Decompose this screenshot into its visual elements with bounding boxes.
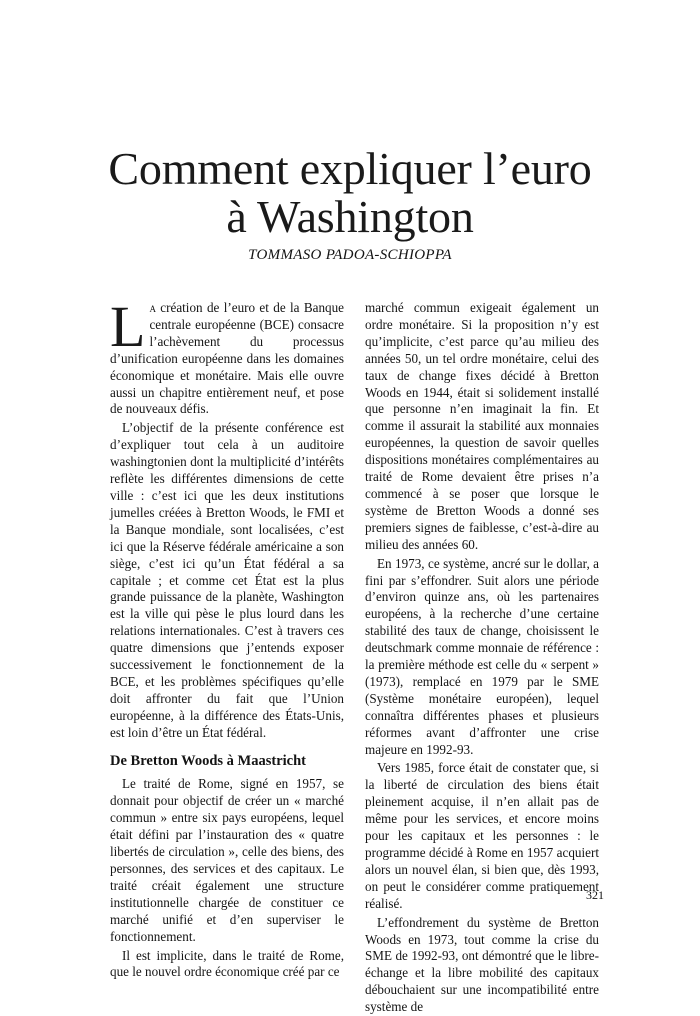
- intro-small-caps: a: [149, 300, 156, 315]
- article-title-line-2: à Washington: [226, 191, 474, 242]
- left-column: [110, 294, 344, 981]
- section-heading: De Bretton Woods à Maastricht: [110, 752, 307, 769]
- intro-text: création de l’euro et de la Banque centrale européenne (BCE) consacre l’achèvement du processus d’unification européenne dans les domaines économique et monétaire. Mais elle ouvre aussi un chapitre entièrement neuf, et pose de nouveaux défis.: [110, 300, 344, 417]
- drop-cap: L: [110, 294, 146, 359]
- right-column: [365, 300, 599, 1016]
- body-paragraph: Il est implicite, dans le traité de Rome, que le nouvel ordre économique créé par ce: [110, 947, 344, 980]
- article-author: TOMMASO PADOA-SCHIOPPA: [248, 247, 452, 263]
- body-paragraph: En 1973, ce système, ancré sur le dollar, a fini par s’effondrer. Suit alors une période d’environ quinze ans, où les partenaires européens, à la recherche d’une certaine stabilité des taux de change, choisissent le deutschmark comme monnaie de référence : la première méthode est celle du « serpent » (1973), remplacé en 1979 par le SME (Système monétaire européen), lequel connaîtra différentes phases et plusieurs réformes avant d’affronter une crise majeure en 1992-93.: [365, 555, 599, 757]
- article-title-line-1: Comment expliquer l’euro: [108, 143, 592, 194]
- body-paragraph: Vers 1985, force était de constater que, si la liberté de circulation des biens était pleinement acquise, il n’en allait pas de même pour les services, et encore moins pour les capitaux et les personnes : le programme décidé à Rome en 1957 acquiert alors un nouvel élan, si bien que, dès 1993, on peut le considérer comme pratiquement réalisé.: [365, 760, 599, 911]
- body-paragraph: marché commun exigeait également un ordre monétaire. Si la proposition n’y est qu’implicite, c’est parce qu’au milieu des années 50, un tel ordre monétaire, celui des taux de change fixes décidé à Bretton Woods en 1944, était si solidement installé que personne n’en imaginait la fin. Et comme il assurait la stabilité aux monnaies européennes, la question de savoir quelles dispositions monétaires complémentaires au traité de Rome devaient être prises n’a commencé à se poser que lorsque le système de Bretton Woods a donné ses premiers signes de faiblesse, c’est-à-dire au milieu des années 60.: [365, 300, 599, 552]
- intro-paragraph: [110, 294, 344, 418]
- body-paragraph: L’effondrement du système de Bretton Woods en 1973, tout comme la crise du SME de 1992-93, ont démontré que le libre-échange et la libre mobilité des capitaux débouchaient sur une incompatibilité entre système de: [365, 914, 599, 1015]
- body-paragraph: Le traité de Rome, signé en 1957, se donnait pour objectif de créer un « marché commun » entre six pays européens, lequel était défini par l’instauration des « quatre libertés de circulation », celle des biens, des personnes, des services et des capitaux. Le traité créait également une structure institutionnelle chargée de constituer ce marché unifié et d’en superviser le fonctionnement.: [110, 776, 344, 944]
- body-paragraph: L’objectif de la présente conférence est d’expliquer tout cela à un auditoire washingtonien dont la multiplicité d’intérêts reflète les différentes dimensions de cette ville : c’est ici que les deux institutions jumelles créées à Bretton Woods, le FMI et la Banque mondiale, sont localisées, c’est ici que la Réserve fédérale américaine a son siège, c’est ici qu’un État fédéral a sa capitale ; et comme cet État est la plus grande puissance de la planète, Washington est la ville qui pèse le plus lourd dans les relations internationales. C’est à travers ces quatre dimensions que j’entends exposer successivement le fonctionnement de la BCE, et les problèmes spécifiques qu’elle doit affronter du fait que l’Union européenne, à la différence des États-Unis, est loin d’être un État fédéral.: [110, 420, 344, 740]
- page-number: 321: [586, 888, 604, 902]
